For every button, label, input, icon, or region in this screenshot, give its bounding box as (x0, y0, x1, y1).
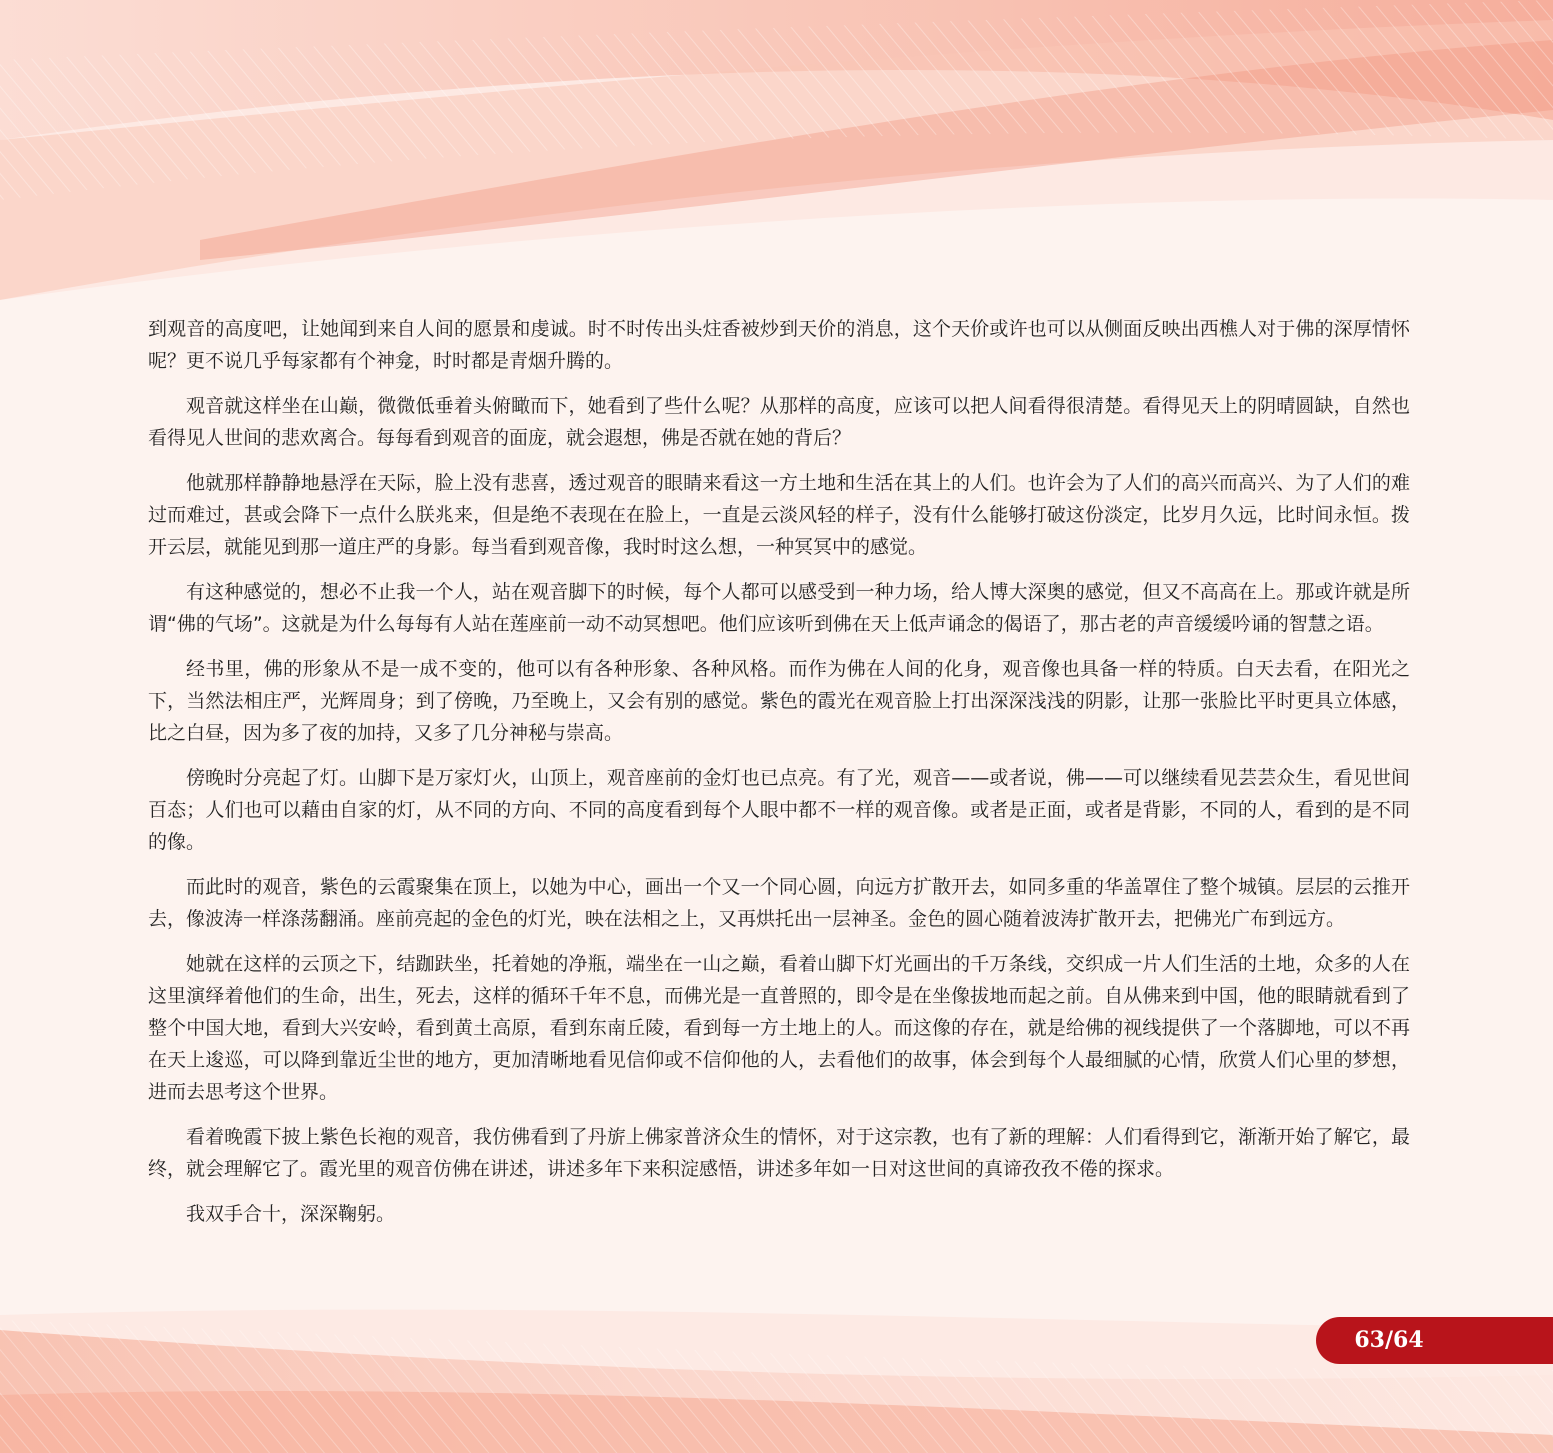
paragraph: 有这种感觉的，想必不止我一个人，站在观音脚下的时候，每个人都可以感受到一种力场，给人博大深奥的感觉，但又不高高在上。那或许就是所谓“佛的气场”。这就是为什么每每有人站在莲座前一动不动冥想吧。他们应该听到佛在天上低声诵念的偈语了，那古老的声音缓缓吟诵的智慧之语。 (148, 581, 1410, 635)
paragraph: 看着晚霞下披上紫色长袍的观音，我仿佛看到了丹旂上佛家普济众生的情怀，对于这宗教，也有了新的理解：人们看得到它，渐渐开始了解它，最终，就会理解它了。霞光里的观音仿佛在讲述，讲述多年下来积淀感悟，讲述多年如一日对这世间的真谛孜孜不倦的探求。 (148, 1126, 1410, 1180)
page-number: 63/64 (1354, 1327, 1424, 1353)
paragraph: 她就在这样的云顶之下，结跏趺坐，托着她的净瓶，端坐在一山之巅，看着山脚下灯光画出的千万条线，交织成一片人们生活的土地，众多的人在这里演绎着他们的生命，出生，死去，这样的循环千年不息，而佛光是一直普照的，即令是在坐像拔地而起之前。自从佛来到中国，他的眼睛就看到了整个中国大地，看到大兴安岭，看到黄土高原，看到东南丘陵，看到每一方土地上的人。而这像的存在，就是给佛的视线提供了一个落脚地，可以不再在天上逡巡，可以降到靠近尘世的地方，更加清晰地看见信仰或不信仰他的人，去看他们的故事，体会到每个人最细腻的心情，欣赏人们心里的梦想，进而去思考这个世界。 (148, 953, 1410, 1103)
paragraph: 而此时的观音，紫色的云霞聚集在顶上，以她为中心，画出一个又一个同心圆，向远方扩散开去，如同多重的华盖罩住了整个城镇。层层的云推开去，像波涛一样涤荡翻涌。座前亮起的金色的灯光，映在法相之上，又再烘托出一层神圣。金色的圆心随着波涛扩散开去，把佛光广布到远方。 (148, 876, 1410, 930)
article-body (148, 313, 1410, 1243)
paragraph: 到观音的高度吧，让她闻到来自人间的愿景和虔诚。时不时传出头炷香被炒到天价的消息，这个天价或许也可以从侧面反映出西樵人对于佛的深厚情怀呢？更不说几乎每家都有个神龛，时时都是青烟升腾的。 (148, 318, 1410, 372)
paragraph: 观音就这样坐在山巅，微微低垂着头俯瞰而下，她看到了些什么呢？从那样的高度，应该可以把人间看得很清楚。看得见天上的阴晴圆缺，自然也看得见人世间的悲欢离合。每每看到观音的面庞，就会遐想，佛是否就在她的背后？ (148, 395, 1410, 449)
paragraph: 他就那样静静地悬浮在天际，脸上没有悲喜，透过观音的眼睛来看这一方土地和生活在其上的人们。也许会为了人们的高兴而高兴、为了人们的难过而难过，甚或会降下一点什么朕兆来，但是绝不表现在在脸上，一直是云淡风轻的样子，没有什么能够打破这份淡定，比岁月久远，比时间永恒。拨开云层，就能见到那一道庄严的身影。每当看到观音像，我时时这么想，一种冥冥中的感觉。 (148, 472, 1410, 558)
paragraph: 我双手合十，深深鞠躬。 (186, 1203, 396, 1225)
paragraph: 经书里，佛的形象从不是一成不变的，他可以有各种形象、各种风格。而作为佛在人间的化身，观音像也具备一样的特质。白天去看，在阳光之下，当然法相庄严，光辉周身；到了傍晚，乃至晚上，又会有别的感觉。紫色的霞光在观音脸上打出深深浅浅的阴影，让那一张脸比平时更具立体感，比之白昼，因为多了夜的加持，又多了几分神秘与崇高。 (148, 658, 1410, 744)
paragraph: 傍晚时分亮起了灯。山脚下是万家灯火，山顶上，观音座前的金灯也已点亮。有了光，观音——或者说，佛——可以继续看见芸芸众生，看见世间百态；人们也可以藉由自家的灯，从不同的方向、不同的高度看到每个人眼中都不一样的观音像。或者是正面，或者是背影，不同的人，看到的是不同的像。 (148, 767, 1410, 853)
